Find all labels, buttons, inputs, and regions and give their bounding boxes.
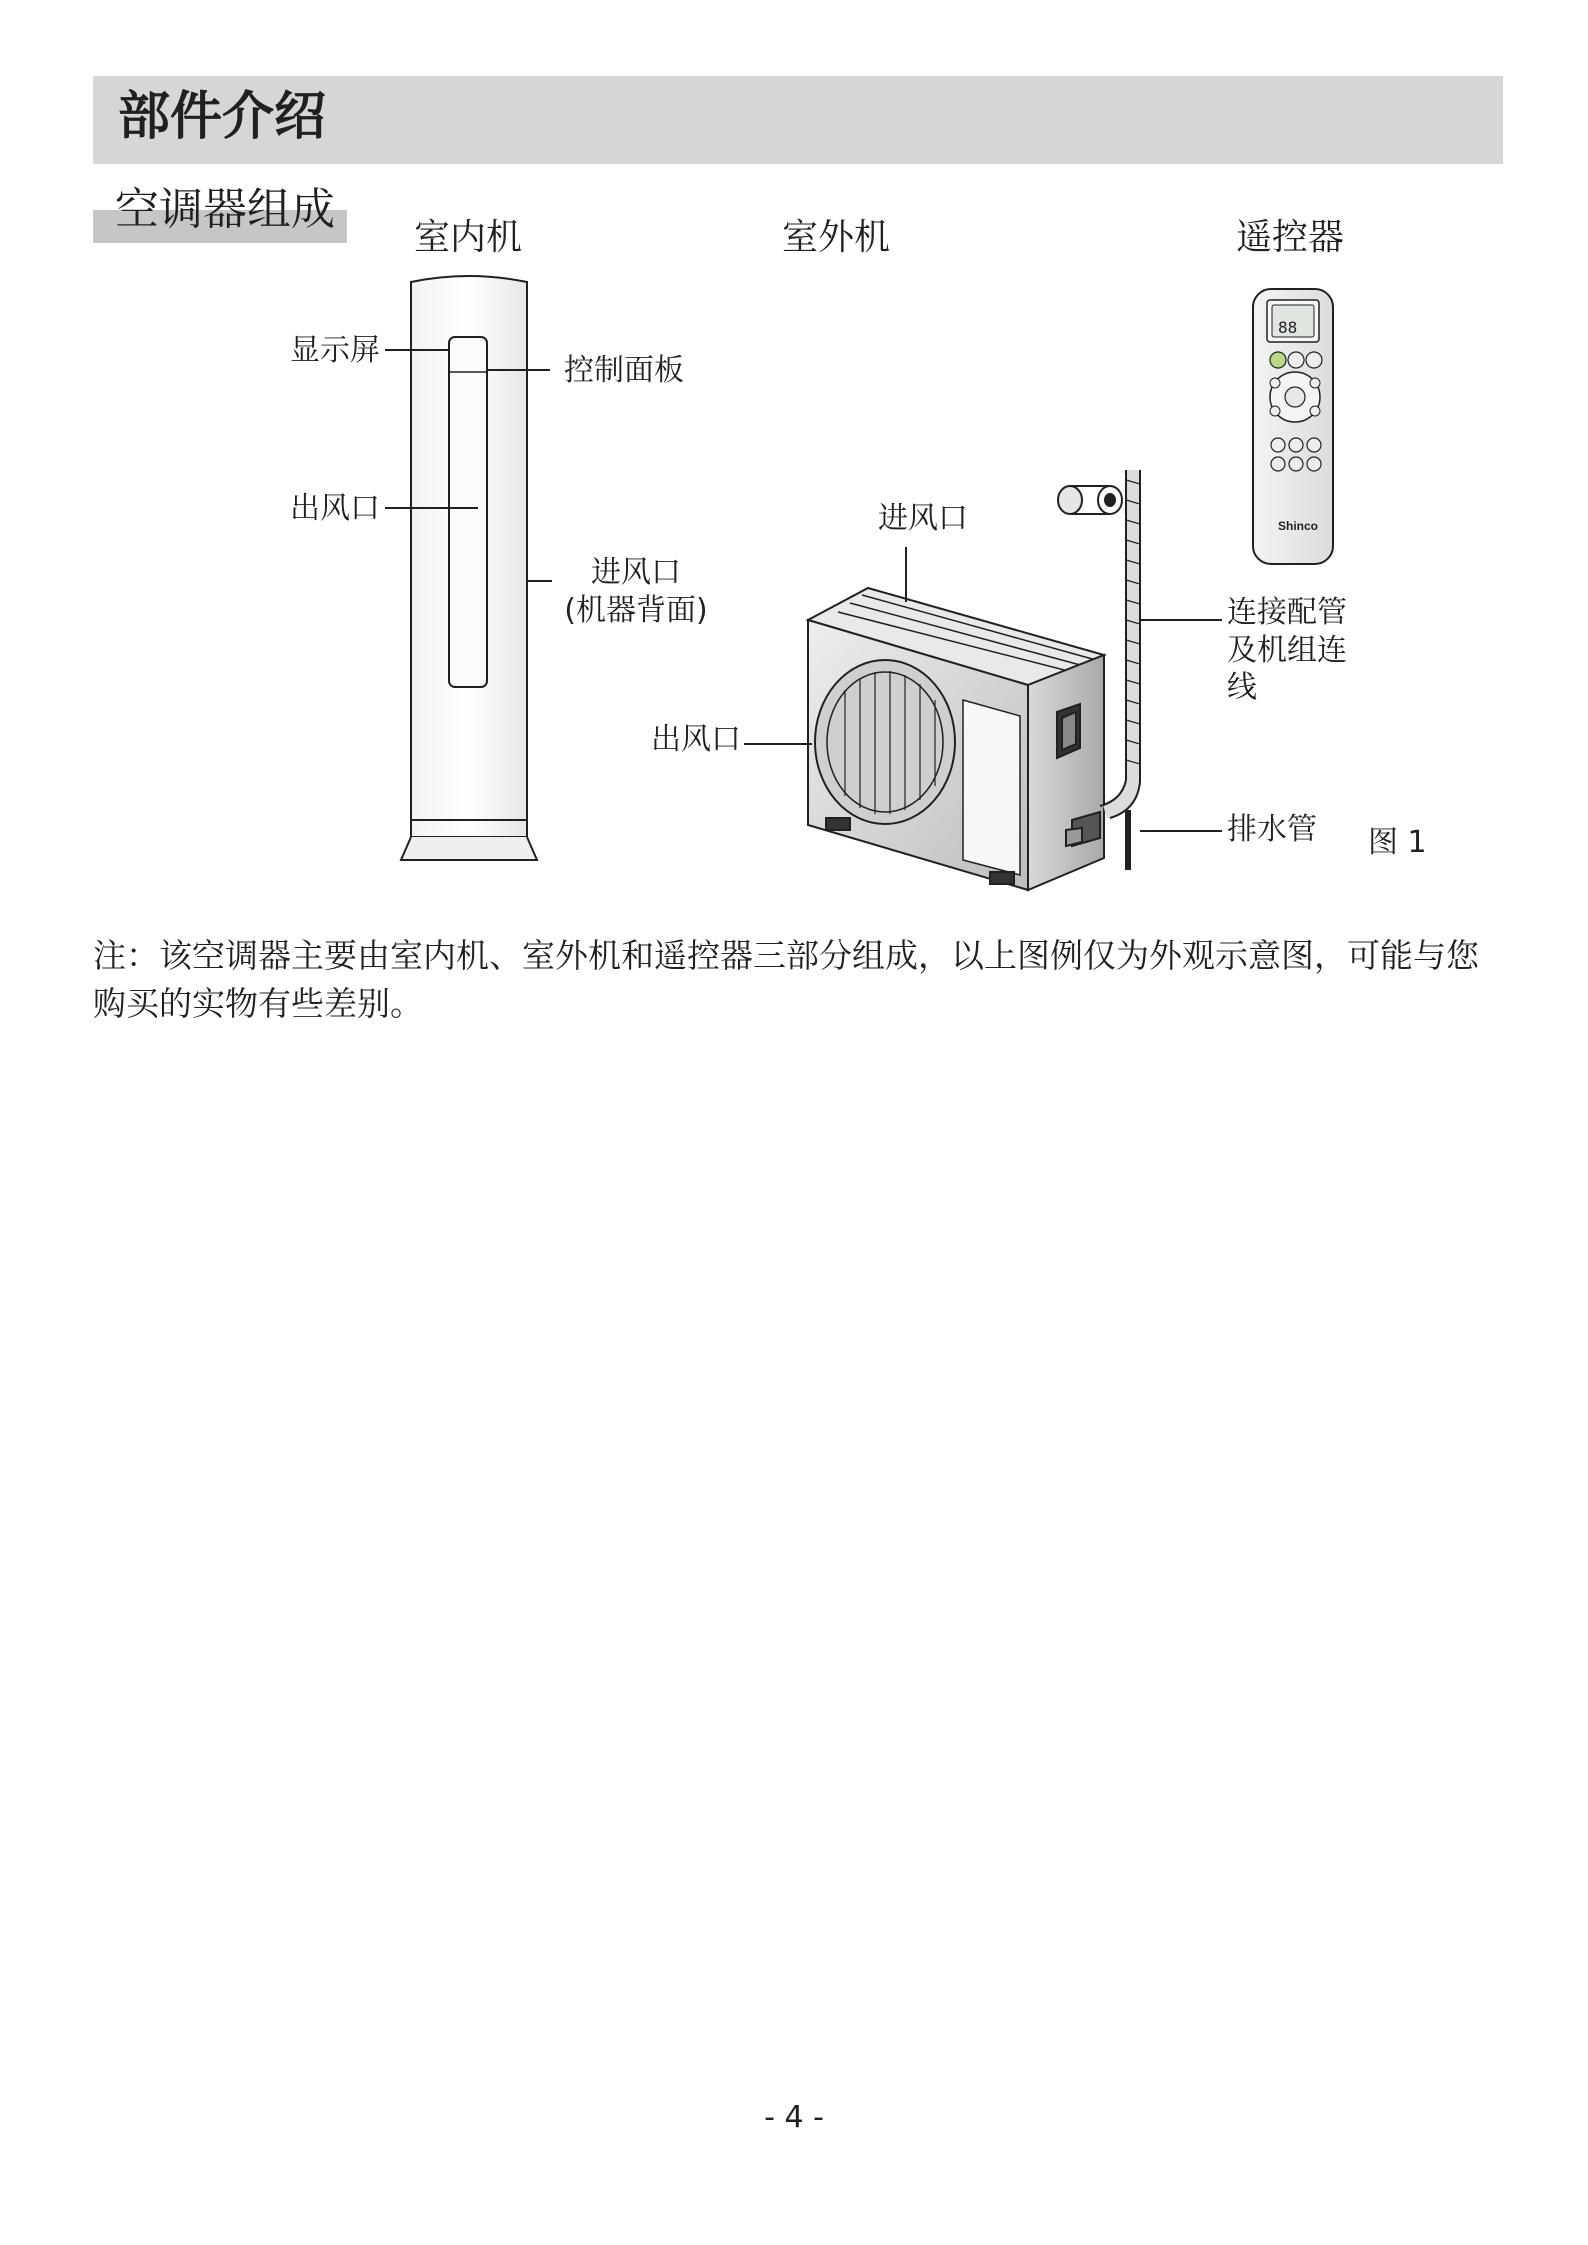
callout-indoor-air-inlet-line1: 进风口: [591, 555, 681, 590]
indoor-unit-drawing: [401, 276, 537, 860]
outdoor-unit-drawing: [808, 588, 1104, 890]
callout-control-panel: 控制面板: [564, 353, 684, 388]
callout-indoor-air-outlet: 出风口: [290, 491, 380, 526]
callout-indoor-air-inlet: [556, 554, 716, 629]
callout-connection-pipe-line2: 及机组连: [1227, 632, 1347, 668]
figure-caption: 图 1: [1368, 825, 1427, 860]
callout-display: 显示屏: [290, 333, 380, 368]
outdoor-unit-label: 室外机: [782, 217, 891, 258]
remote-control-label: 遥控器: [1236, 217, 1345, 258]
page-number: - 4 -: [764, 2100, 824, 2135]
section-title: 部件介绍: [118, 87, 327, 147]
indoor-unit-label: 室内机: [414, 217, 523, 258]
callout-indoor-air-inlet-line2: (机器背面): [564, 592, 708, 628]
callout-outdoor-air-outlet: 出风口: [651, 722, 741, 757]
callout-connection-pipe: [1227, 594, 1347, 707]
callout-connection-pipe-line3: 线: [1227, 670, 1257, 705]
remote-brand-logo: Shinco: [1278, 519, 1319, 533]
callout-drain-pipe: 排水管: [1227, 812, 1317, 847]
remote-display-digits: 88: [1278, 318, 1298, 337]
note-paragraph: 注：该空调器主要由室内机、室外机和遥控器三部分组成，以上图例仅为外观示意图，可能与您购买的实物有些差别。: [93, 936, 1479, 1023]
air-conditioner-illustration: [0, 0, 1588, 920]
callout-connection-pipe-line1: 连接配管: [1227, 595, 1347, 630]
callout-outdoor-air-inlet: 进风口: [878, 501, 968, 536]
subsection-title: 空调器组成: [115, 184, 335, 235]
